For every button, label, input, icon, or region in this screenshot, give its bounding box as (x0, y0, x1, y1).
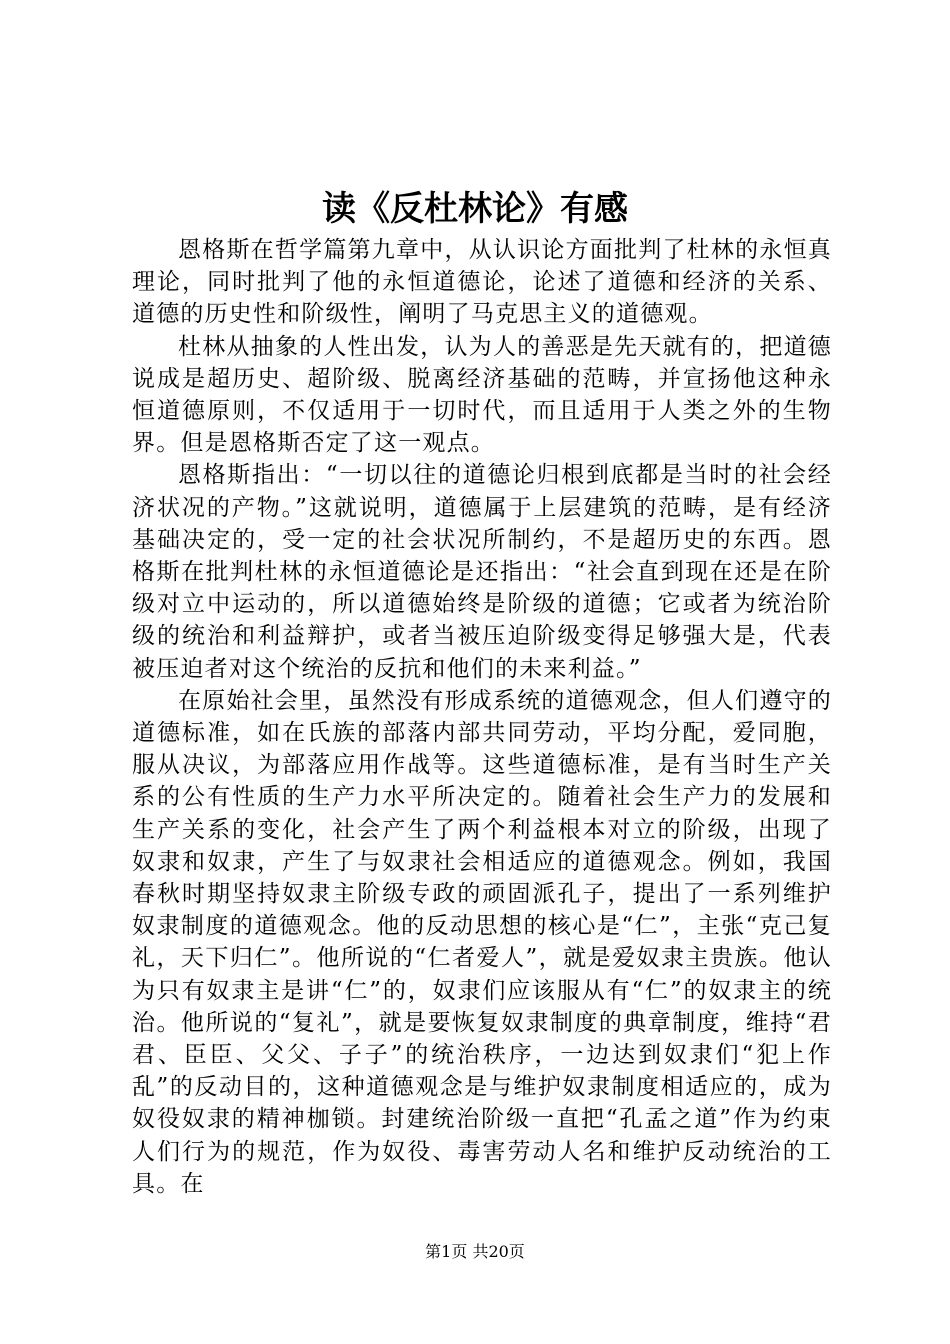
page-number-footer: 第1页 共20页 (425, 1242, 525, 1261)
document-title: 读《反杜林论》有感 (322, 189, 628, 229)
document-body (132, 234, 832, 1200)
paragraph: 恩格斯在哲学篇第九章中，从认识论方面批判了杜林的永恒真理论，同时批判了他的永恒道德论，论述了道德和经济的关系、道德的历史性和阶级性，阐明了马克思主义的道德观。 (132, 237, 832, 328)
paragraph: 杜林从抽象的人性出发，认为人的善恶是先天就有的，把道德说成是超历史、超阶级、脱离经济基础的范畴，并宣扬他这种永恒道德原则，不仅适用于一切时代，而且适用于人类之外的生物界。但是恩格斯否定了这一观点。 (132, 333, 832, 457)
paragraph: 恩格斯指出：“一切以往的道德论归根到底都是当时的社会经济状况的产物。”这就说明，道德属于上层建筑的范畴，是有经济基础决定的，受一定的社会状况所制约，不是超历史的东西。恩格斯在批判杜林的永恒道德论是还指出：“社会直到现在还是在阶级对立中运动的，所以道德始终是阶级的道德；它或者为统治阶级的统治和利益辩护，或者当被压迫阶级变得足够强大是，代表被压迫者对这个统治的反抗和他们的未来利益。” (132, 462, 832, 682)
paragraph: 在原始社会里，虽然没有形成系统的道德观念，但人们遵守的道德标准，如在氏族的部落内部共同劳动，平均分配，爱同胞，服从决议，为部落应用作战等。这些道德标准，是有当时生产关系的公有性质的生产力水平所决定的。随着社会生产力的发展和生产关系的变化，社会产生了两个利益根本对立的阶级，出现了奴隶和奴隶，产生了与奴隶社会相适应的道德观念。例如，我国春秋时期坚持奴隶主阶级专政的顽固派孔子，提出了一系列维护奴隶制度的道德观念。他的反动思想的核心是“仁”，主张“克己复礼，天下归仁”。他所说的“仁者爱人”，就是爱奴隶主贵族。他认为只有奴隶主是讲“仁”的，奴隶们应该服从有“仁”的奴隶主的统治。他所说的“复礼”，就是要恢复奴隶制度的典章制度，维持“君君、臣臣、父父、子子”的统治秩序，一边达到奴隶们“犯上作乱”的反动目的，这种道德观念是与维护奴隶制度相适应的，成为奴役奴隶的精神枷锁。封建统治阶级一直把“孔孟之道”作为约束人们行为的规范，作为奴役、毒害劳动人名和维护反动统治的工具。在 (132, 687, 832, 1197)
